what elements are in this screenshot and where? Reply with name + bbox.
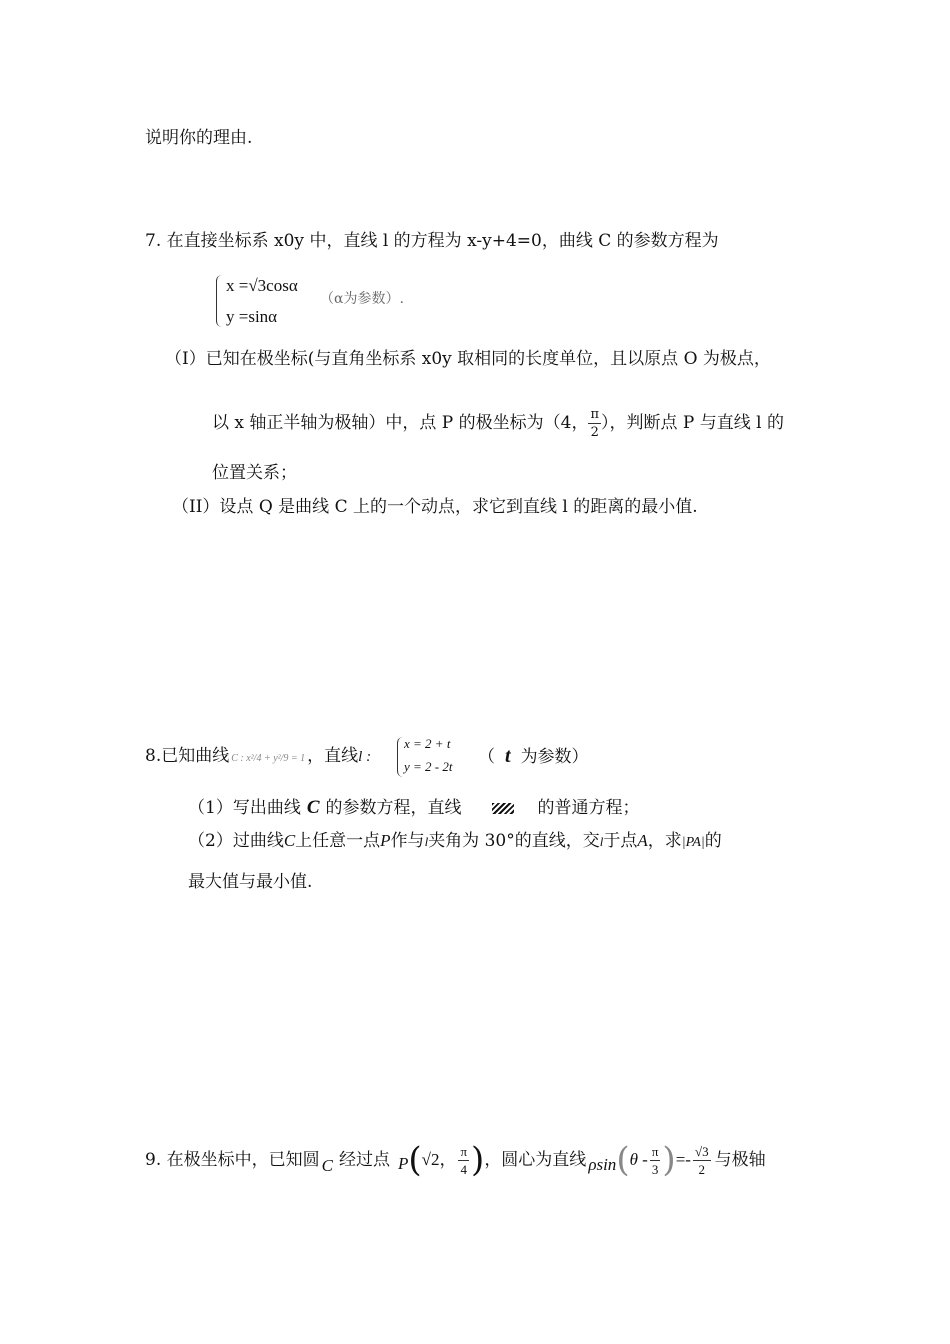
q8-sys-eq2: y = 2 - 2t [404,759,453,774]
q8-sys-eq1: x = 2 + t [404,736,451,751]
q7-part1-line1: （I）已知在极坐标(与直角坐标系 x0y 取相同的长度单位，且以原点 O 为极点， [165,349,771,369]
q9-frac-pi-3 [650,1145,661,1176]
q9-paren2-open: ( [616,1140,630,1180]
q9-eq-minus: =- [675,1150,691,1169]
q8-p2-C: C [283,831,296,850]
q8-intro [145,745,371,770]
q9-rho-sin: ρsin [588,1155,617,1174]
q8-p1-C: C [306,797,320,818]
q8-p2-A: A [637,831,648,850]
q8-intro-b: ，直线 [307,746,359,766]
q8-p2-l: l [424,834,429,849]
q9-frac2-num: π [651,1143,659,1159]
q9-frac1-num: π [460,1143,468,1159]
q9-sqrt2: √2 [421,1150,440,1169]
q8-p1-b: 的参数方程，直线 [325,798,462,818]
q9-theta-minus: θ - [629,1150,648,1169]
q6-tail-text: 说明你的理由. [145,128,253,148]
q9-comma: ， [439,1150,457,1170]
q9-frac-pi-4 [458,1145,469,1176]
q7-frac-num: π [590,407,600,422]
q9-paren-open: ( [408,1140,422,1180]
q8-p2-f: ，求 [647,831,682,851]
q8-part2-line2: 最大值与最小值. [188,872,313,892]
q8-part2 [188,830,722,854]
q8-p2-a: （2）过曲线 [188,831,284,851]
q8-line-image-placeholder [492,803,514,814]
q9-frac3-den: 2 [698,1161,705,1177]
q9-C: C [321,1156,333,1175]
q7-pi-over-2 [588,408,601,439]
q8-param-var: t [505,745,511,767]
q8-line-label: l : [358,749,372,765]
q8-part1 [188,797,640,819]
q7-frac-den: 2 [590,425,599,440]
q8-intro-a: 8.已知曲线 [145,746,230,766]
q7-part1-line2-a: 以 x 轴正半轴为极轴）中，点 P 的极坐标为（4， [212,413,589,433]
q8-p2-b: 上任意一点 [295,831,381,851]
q7-part1-line2-b: ），判断点 P 与直线 l 的 [601,413,785,433]
q7-param-note: （α为参数）. [320,291,404,307]
q8-brace [397,737,404,777]
q7-brace [216,275,225,327]
q9-frac1-den: 4 [460,1161,467,1177]
q9-b: 经过点 [338,1150,390,1170]
q7-part1-line3: 位置关系； [212,463,297,483]
q8-p2-g: 的 [704,831,722,851]
q7-eq1: x =√3cosα [226,276,298,295]
q9-a: 9. 在极坐标中，已知圆 [145,1150,320,1170]
q9-frac-sqrt3-2 [693,1145,711,1176]
q9-frac3-num: √3 [694,1143,709,1159]
q8-p1-a: （1）写出曲线 [188,798,301,818]
q9-d: 与极轴 [714,1150,766,1170]
q9-paren2-close: ) [662,1140,676,1180]
q7-intro: 7. 在直接坐标系 x0y 中，直线 l 的方程为 x-y+4=0，曲线 C 的参数方程为 [145,231,719,251]
q8-p2-P: P [380,831,391,850]
q7-eq2: y =sinα [226,307,278,326]
q9-paren-close: ) [471,1140,485,1180]
q8-curve-eq: C : x²/4 + y²/9 = 1 [231,753,306,764]
q8-p2-d: 夹角为 30°的直线，交 [428,831,600,851]
q9-frac2-den: 3 [651,1161,659,1177]
q8-param-open: （ [478,747,495,767]
q8-p1-c: 的普通方程； [537,798,640,818]
q8-p2-PA: |PA| [681,835,705,850]
q8-p2-e: 于点 [603,831,638,851]
q9-c: ，圆心为直线 [484,1150,587,1170]
q8-param-close: 为参数） [520,747,589,767]
q9-line [145,1140,766,1180]
q7-part2: （II）设点 Q 是曲线 C 上的一个动点，求它到直线 l 的距离的最小值. [172,497,698,517]
q7-part1-line2 [212,408,784,439]
q8-p2-c: 作与 [390,831,425,851]
q9-P: P [397,1154,409,1173]
q8-p2-l2: l [599,834,604,849]
q8-param [478,745,589,768]
